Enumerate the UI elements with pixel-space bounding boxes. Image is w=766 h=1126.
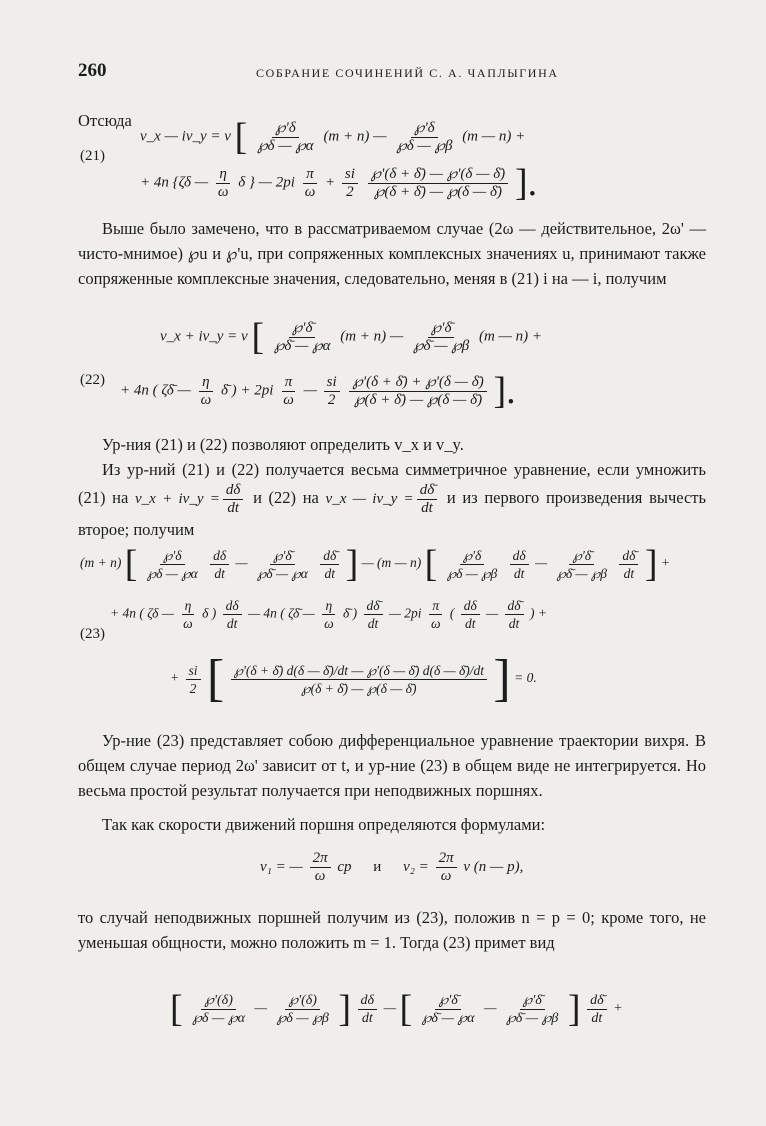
text-span: и из первого произведения вычесть второе; получим [78,487,707,539]
fraction [231,662,487,697]
eq23-term: δ ) [202,605,217,621]
numerator: η [216,166,229,184]
eq23-term: — 4n ( ζδ̄ — [248,605,315,621]
denominator: ω [183,616,193,631]
eq21-lhs: v_x — iv_y = v [140,128,231,145]
eq23-term: — 2pi [388,605,422,621]
denominator: ω [217,183,229,200]
bracket: [ [424,543,438,585]
fraction [324,374,340,409]
numerator: dδ̄ [505,597,524,615]
fraction [321,597,337,632]
fraction [342,166,358,201]
paragraph-conjugate: Выше было замечено, что в рассматриваемом случае (2ω — действительное, 2ω' — чисто-мнимое) ℘u и ℘'u, при сопряженных комплексных значениях u, принимают также сопряженные комплексные значения, следовательно, меняя в (21) i на — i, получим [78,219,706,288]
fraction [310,850,331,885]
numerator: ℘'δ̄ [520,992,545,1010]
bracket: ]. [493,370,516,412]
denominator: dt [227,500,239,516]
fraction [273,992,331,1027]
paragraph-intro: Отсюда [78,111,132,130]
denominator: ℘δ̄ — ℘α [273,337,331,354]
denominator: ℘δ̄ — ℘β [505,1010,559,1026]
fraction [619,547,638,582]
eq23-term: + [170,670,180,686]
eq23-term: δ̄ ) [342,605,358,621]
math-span: v (n — p), [463,858,524,875]
denominator: ℘δ — ℘α [146,565,198,581]
denominator: dt [464,616,476,631]
denominator: ℘δ̄ — ℘β [556,565,608,581]
eq23-term: + [537,605,547,621]
denominator: dt [623,565,635,581]
numerator: ℘'δ [160,547,185,565]
denominator: 2 [327,391,336,408]
numerator: π [282,374,296,392]
numerator: ℘'(δ + δ̄) — ℘'(δ — δ̄) [368,166,509,184]
denominator: 2 [346,183,354,200]
paragraph-fixed-pistons: то случай неподвижных поршней получим из (23), положив n = p = 0; кроме того, не уменьшая общности, можно положить m = 1. Тогда (23) примет вид [78,908,706,952]
numerator: ℘'(δ + δ̄) + ℘'(δ — δ̄) [349,374,486,392]
final-equation: [ $\frac{℘'(\delta)}{℘\delta — ℘\alpha}$ — $\frac{℘'(\delta)}{℘\delta — ℘\beta}$ ] $\frac{d\delta}{dt}$ — [ $\frac{℘'\deltā}{℘\deltā — ℘\alpha}$ — $\frac{℘'\deltā}{℘\deltā — ℘\beta}$ ] $\frac{d\deltā}{dt}$ + [170,988,623,1030]
denominator: dt [361,1010,373,1026]
numerator: ℘'(δ) [201,992,236,1010]
fraction [302,166,319,201]
math-span: cp [337,858,352,875]
numerator: ℘'δ̄ [270,547,295,565]
eq23-term: + 4n ( ζδ — [110,605,174,621]
numerator: si [342,166,358,184]
denominator: ℘(δ + δ̄) — ℘(δ — δ̄) [301,680,417,696]
fraction [587,992,607,1027]
eq21-term: δ } — 2pi [238,174,295,191]
denominator: dt [421,500,433,516]
denominator: dt [324,565,335,581]
numerator: dδ [461,597,480,615]
denominator: ℘δ — ℘α [192,1010,245,1026]
denominator: ω [324,616,334,631]
fraction [254,547,311,582]
equation-23-label: (23) [80,626,105,642]
fraction [144,547,201,582]
numerator: ℘'δ [411,120,438,138]
numerator: ℘'(δ) [285,992,320,1010]
equation-22 [120,316,700,428]
running-header [78,60,704,84]
denominator: dt [591,1010,603,1026]
text-span: Из ур-ний (21) и (22) получается весьма симметричное уравнение, если умножить (21) на [78,460,706,507]
fraction [223,597,242,632]
bracket: [ [251,316,265,358]
numerator: dδ̄ [587,992,607,1010]
denominator: dt [367,616,379,631]
eq21-term: + [325,174,336,191]
math-span: v₂ = [403,858,429,875]
numerator: dδ [223,597,242,615]
bracket: [ [234,116,248,158]
fraction [553,547,610,582]
bracket: ] [644,543,658,585]
math-span: v_x + iv_y = [134,490,220,507]
fraction [428,597,444,632]
denominator: ℘δ — ℘β [396,137,453,154]
eq22-term: — [303,382,317,399]
numerator: dδ̄ [364,597,383,615]
numerator: π [429,597,442,615]
fraction [215,166,232,201]
running-title: СОБРАНИЕ СОЧИНЕНИЙ С. А. ЧАПЛЫГИНА [256,66,559,80]
numerator: ℘'δ̄ [289,320,316,338]
denominator: 2 [189,680,197,696]
numerator: ℘'δ̄ [435,992,460,1010]
page-number: 260 [78,60,107,81]
fraction [419,992,478,1027]
eq23-term: + [660,555,670,571]
fraction [444,547,501,582]
denominator: ω [314,868,326,884]
numerator: π [303,166,317,184]
fraction [364,597,383,632]
bracket: [ [124,543,138,585]
fraction [198,374,215,409]
eq22-term: + 4n ( ζδ̄ — [120,382,191,399]
fraction [368,166,509,201]
velocity-formulas [260,850,523,885]
denominator: ω [200,391,212,408]
bracket: ] [345,543,359,585]
denominator: ω [430,616,441,631]
fraction [510,547,529,582]
denominator: ω [440,868,452,884]
fraction [461,597,480,632]
bracket: ] [567,988,581,1030]
equation-22-label: (22) [80,372,105,388]
eq23-term: = 0. [514,670,537,686]
fraction [186,662,201,697]
fraction [436,850,457,885]
denominator: ω [304,183,316,200]
eq21-term: (m — n) + [462,128,526,145]
denominator: ℘(δ + δ̄) — ℘(δ — δ̄) [354,391,483,408]
numerator: dδ̄ [320,547,339,565]
denominator: ℘(δ + δ̄) — ℘(δ — δ̄) [373,183,502,200]
fraction [271,320,334,355]
eq21-term: + 4n {ζδ — [140,174,209,191]
eq23-term: — (m — n) [361,555,422,571]
equation-23: (m + n) [ $\frac{℘'\delta}{℘\delta — ℘\alpha}$ $\frac{d\delta}{dt}$ — $\frac{℘'\deltā}{℘\deltā — ℘\alpha}$ $\frac{d\deltā}{dt}$ ] — (m — n) [ $\frac{℘'\delta}{℘\delta — ℘\beta}$ $\frac{d\delta}{dt}$ — $\frac{℘'\deltā}{℘\deltā — ℘\beta}$ $\frac{d\deltā}{dt}$ ] + + 4n ( ζδ — $\frac{\eta}{\omega}$ δ ) $\frac{d\delta}{dt}$ — 4n ( ζδ̄ — $\frac{\eta}{\omega}$ δ̄ ) $\frac{d\deltā}{dt}$ — 2pi $\frac{\pi}{\omega}$ ( $\frac{d\delta}{dt}$ — $\frac{d\deltā}{dt}$ ) + + $\frac{si}{2}$ [ $\frac{℘'(\delta + \deltā) d(\delta — \deltā)/dt — ℘'(\delta — \deltā) d(\delta — \deltā)/dt}{℘(\delta + \deltā) — ℘(\delta — \deltā)}$ ] = 0. [80,543,670,707]
numerator: η [199,374,212,392]
fraction [189,992,248,1027]
fraction [210,547,229,582]
bracket: [ [170,988,183,1030]
fraction [503,992,561,1027]
fraction [505,597,524,632]
math-span: v₁ = — [260,858,303,875]
fraction [358,992,378,1027]
equation-21 [140,118,700,208]
numerator: dδ [510,547,529,565]
denominator: ℘δ — ℘α [257,137,314,154]
eq22-term: δ̄ ) + 2pi [220,382,274,399]
text-span: и [373,858,382,875]
fraction [320,547,339,582]
numerator: ℘'δ [272,120,299,138]
denominator: dt [513,565,525,581]
equation-21-label: (21) [80,148,105,164]
numerator: 2π [436,850,457,868]
denominator: dt [214,565,225,581]
bracket: [ [399,988,413,1030]
denominator: ℘δ̄ — ℘α [256,565,308,581]
eq22-term: (m — n) + [478,328,543,345]
paragraph-pistons: Так как скорости движений поршня определяются формулами: [102,815,546,834]
fraction [393,120,455,155]
eq23-term: (m + n) [80,555,122,571]
denominator: dt [226,616,238,631]
numerator: ℘'δ [460,547,485,565]
numerator: ℘'δ̄ [569,547,594,565]
numerator: dδ̄ [417,482,437,500]
numerator: si [324,374,340,392]
paragraph-symmetric [78,457,707,539]
numerator: dδ̄ [619,547,638,565]
denominator: ℘δ — ℘β [276,1010,329,1026]
denominator: ℘δ — ℘β [446,565,498,581]
bracket: ] [338,988,352,1030]
eq22-lhs: v_x + iv_y = v [160,328,248,345]
numerator: η [322,597,335,615]
fraction [180,597,196,632]
paragraph-trajectory: Ур-ние (23) представляет собою дифференциальное уравнение траектории вихря. В общем случае период 2ω' зависит от t, и ур-ние (23) в общем виде не интегрируется. Но весьма простой результат получается при неподвижных поршнях. [78,731,706,800]
denominator: ω [283,391,294,408]
numerator: si [186,662,201,680]
numerator: ℘'(δ + δ̄) d(δ — δ̄)/dt — ℘'(δ — δ̄) d(δ — δ̄)/dt [231,662,487,680]
bracket: ]. [514,162,538,204]
numerator: dδ [223,482,243,500]
bracket: [ [206,650,225,707]
eq21-term: (m + n) — [323,128,387,145]
fraction [349,374,486,409]
numerator: 2π [310,850,331,868]
math-span: + [613,1001,623,1017]
eq22-term: (m + n) — [340,328,404,345]
numerator: ℘'δ̄ [428,320,455,338]
numerator: dδ [358,992,378,1010]
numerator: η [182,597,195,615]
fraction [410,320,472,355]
numerator: dδ [210,547,229,565]
math-span: v_x — iv_y = [325,490,414,507]
bracket: ] [493,650,511,707]
fraction [223,482,243,517]
denominator: ℘δ̄ — ℘α [421,1010,475,1026]
fraction [280,374,297,409]
text-span: и (22) на [253,487,319,507]
denominator: dt [508,616,520,631]
fraction [417,482,437,517]
paragraph-determine: Ур-ния (21) и (22) позволяют определить v_x и v_y. [102,435,464,454]
denominator: ℘δ̄ — ℘β [413,337,470,354]
fraction [254,120,317,155]
